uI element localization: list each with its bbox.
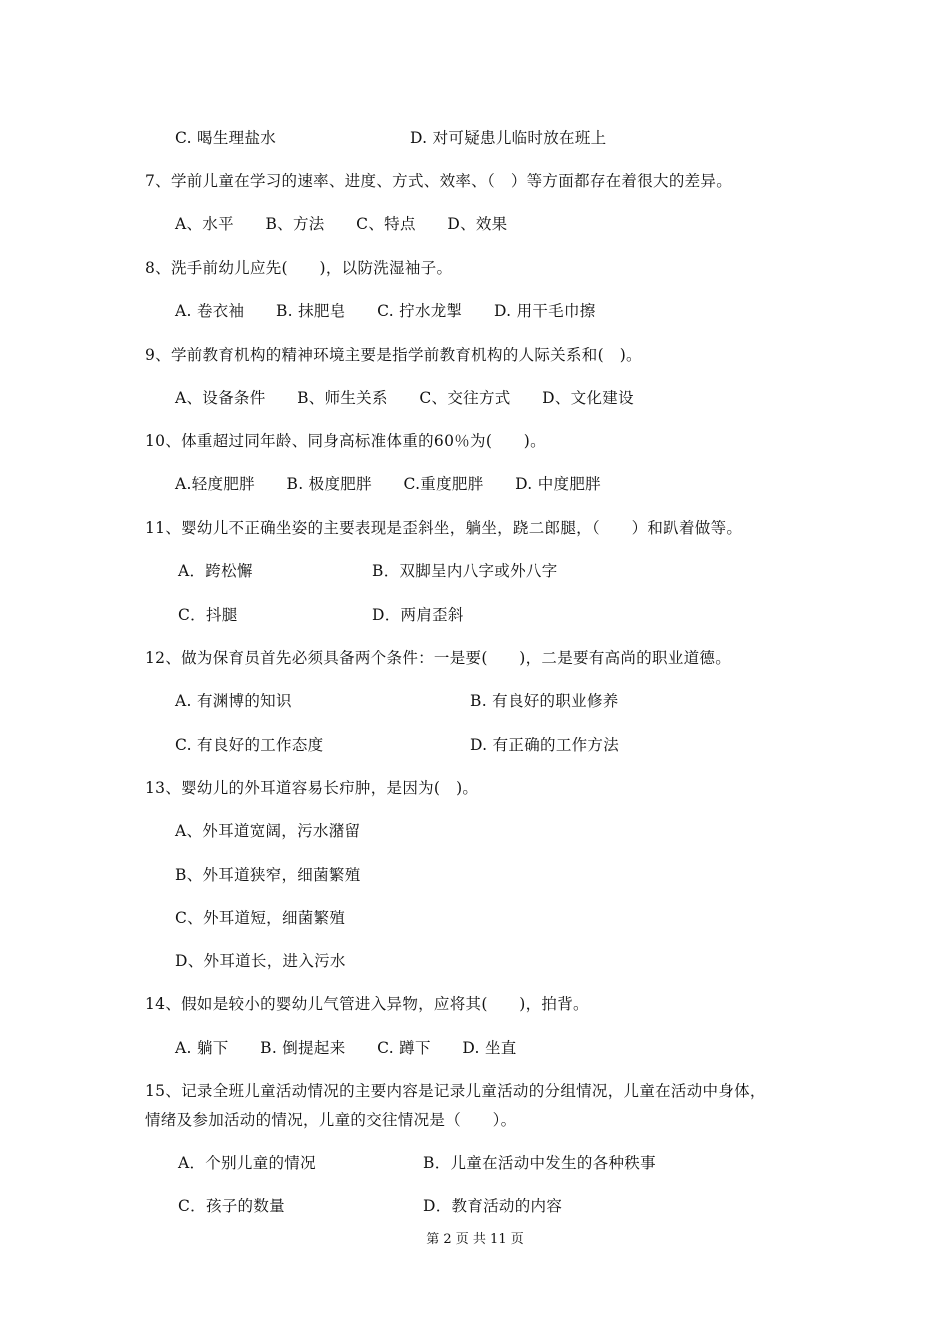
- question-12-option-c: C. 有良好的工作态度: [175, 736, 324, 754]
- question-11-option-c: C．抖腿: [178, 606, 238, 624]
- question-15-option-a: A．个别儿童的情况: [178, 1154, 316, 1172]
- question-10-options: A.轻度肥胖 B. 极度肥胖 C.重度肥胖 D. 中度肥胖: [175, 475, 601, 493]
- question-13-option-d: D、外耳道长，进入污水: [175, 952, 346, 970]
- question-11-option-d: D．两肩歪斜: [372, 606, 464, 624]
- question-13-option-b: B、外耳道狭窄，细菌繁殖: [175, 866, 361, 884]
- question-10-stem: 10、体重超过同年龄、同身高标准体重的60％为( )。: [145, 432, 546, 450]
- question-12-option-a: A. 有渊博的知识: [175, 692, 292, 710]
- question-14-stem: 14、假如是较小的婴幼儿气管进入异物，应将其( )，拍背。: [145, 995, 589, 1013]
- question-15-option-c: C．孩子的数量: [178, 1197, 285, 1215]
- question-13-option-c: C、外耳道短，细菌繁殖: [175, 909, 346, 927]
- question-15-option-b: B．儿童在活动中发生的各种秩事: [423, 1154, 656, 1172]
- question-9-stem: 9、学前教育机构的精神环境主要是指学前教育机构的人际关系和( )。: [145, 346, 642, 364]
- question-9-options: A、设备条件 B、师生关系 C、交往方式 D、文化建设: [175, 389, 634, 407]
- question-15-stem-line-2: 情绪及参加活动的情况，儿童的交往情况是（ ）。: [145, 1111, 517, 1129]
- question-8-options: A. 卷衣袖 B. 抹肥皂 C. 拧水龙掣 D. 用干毛巾擦: [175, 302, 596, 320]
- question-12-option-b: B. 有良好的职业修养: [470, 692, 619, 710]
- question-11-option-b: B．双脚呈内八字或外八字: [372, 562, 558, 580]
- q6-option-c: C. 喝生理盐水: [175, 129, 277, 147]
- page-number-footer: 第 2 页 共 11 页: [426, 1232, 524, 1247]
- question-15-option-d: D．教育活动的内容: [423, 1197, 563, 1215]
- question-12-stem: 12、做为保育员首先必须具备两个条件：一是要( )，二是要有高尚的职业道德。: [145, 649, 732, 667]
- q6-option-d: D. 对可疑患儿临时放在班上: [410, 129, 607, 147]
- question-14-options: A. 躺下 B. 倒提起来 C. 蹲下 D. 坐直: [175, 1039, 517, 1057]
- question-7-options: A、水平 B、方法 C、特点 D、效果: [175, 215, 508, 233]
- question-11-option-a: A．跨松懈: [178, 562, 253, 580]
- question-7-stem: 7、学前儿童在学习的速率、进度、方式、效率、（ ）等方面都存在着很大的差异。: [145, 172, 733, 190]
- question-12-option-d: D. 有正确的工作方法: [470, 736, 620, 754]
- question-13-option-a: A、外耳道宽阔，污水潴留: [175, 822, 361, 840]
- question-8-stem: 8、洗手前幼儿应先( )，以防洗湿袖子。: [145, 259, 453, 277]
- question-11-stem: 11、婴幼儿不正确坐姿的主要表现是歪斜坐，躺坐，跷二郎腿，（ ）和趴着做等。: [145, 519, 743, 537]
- question-15-stem-line-1: 15、记录全班儿童活动情况的主要内容是记录儿童活动的分组情况，儿童在活动中身体，: [145, 1082, 766, 1100]
- question-13-stem: 13、婴幼儿的外耳道容易长疖肿，是因为( )。: [145, 779, 479, 797]
